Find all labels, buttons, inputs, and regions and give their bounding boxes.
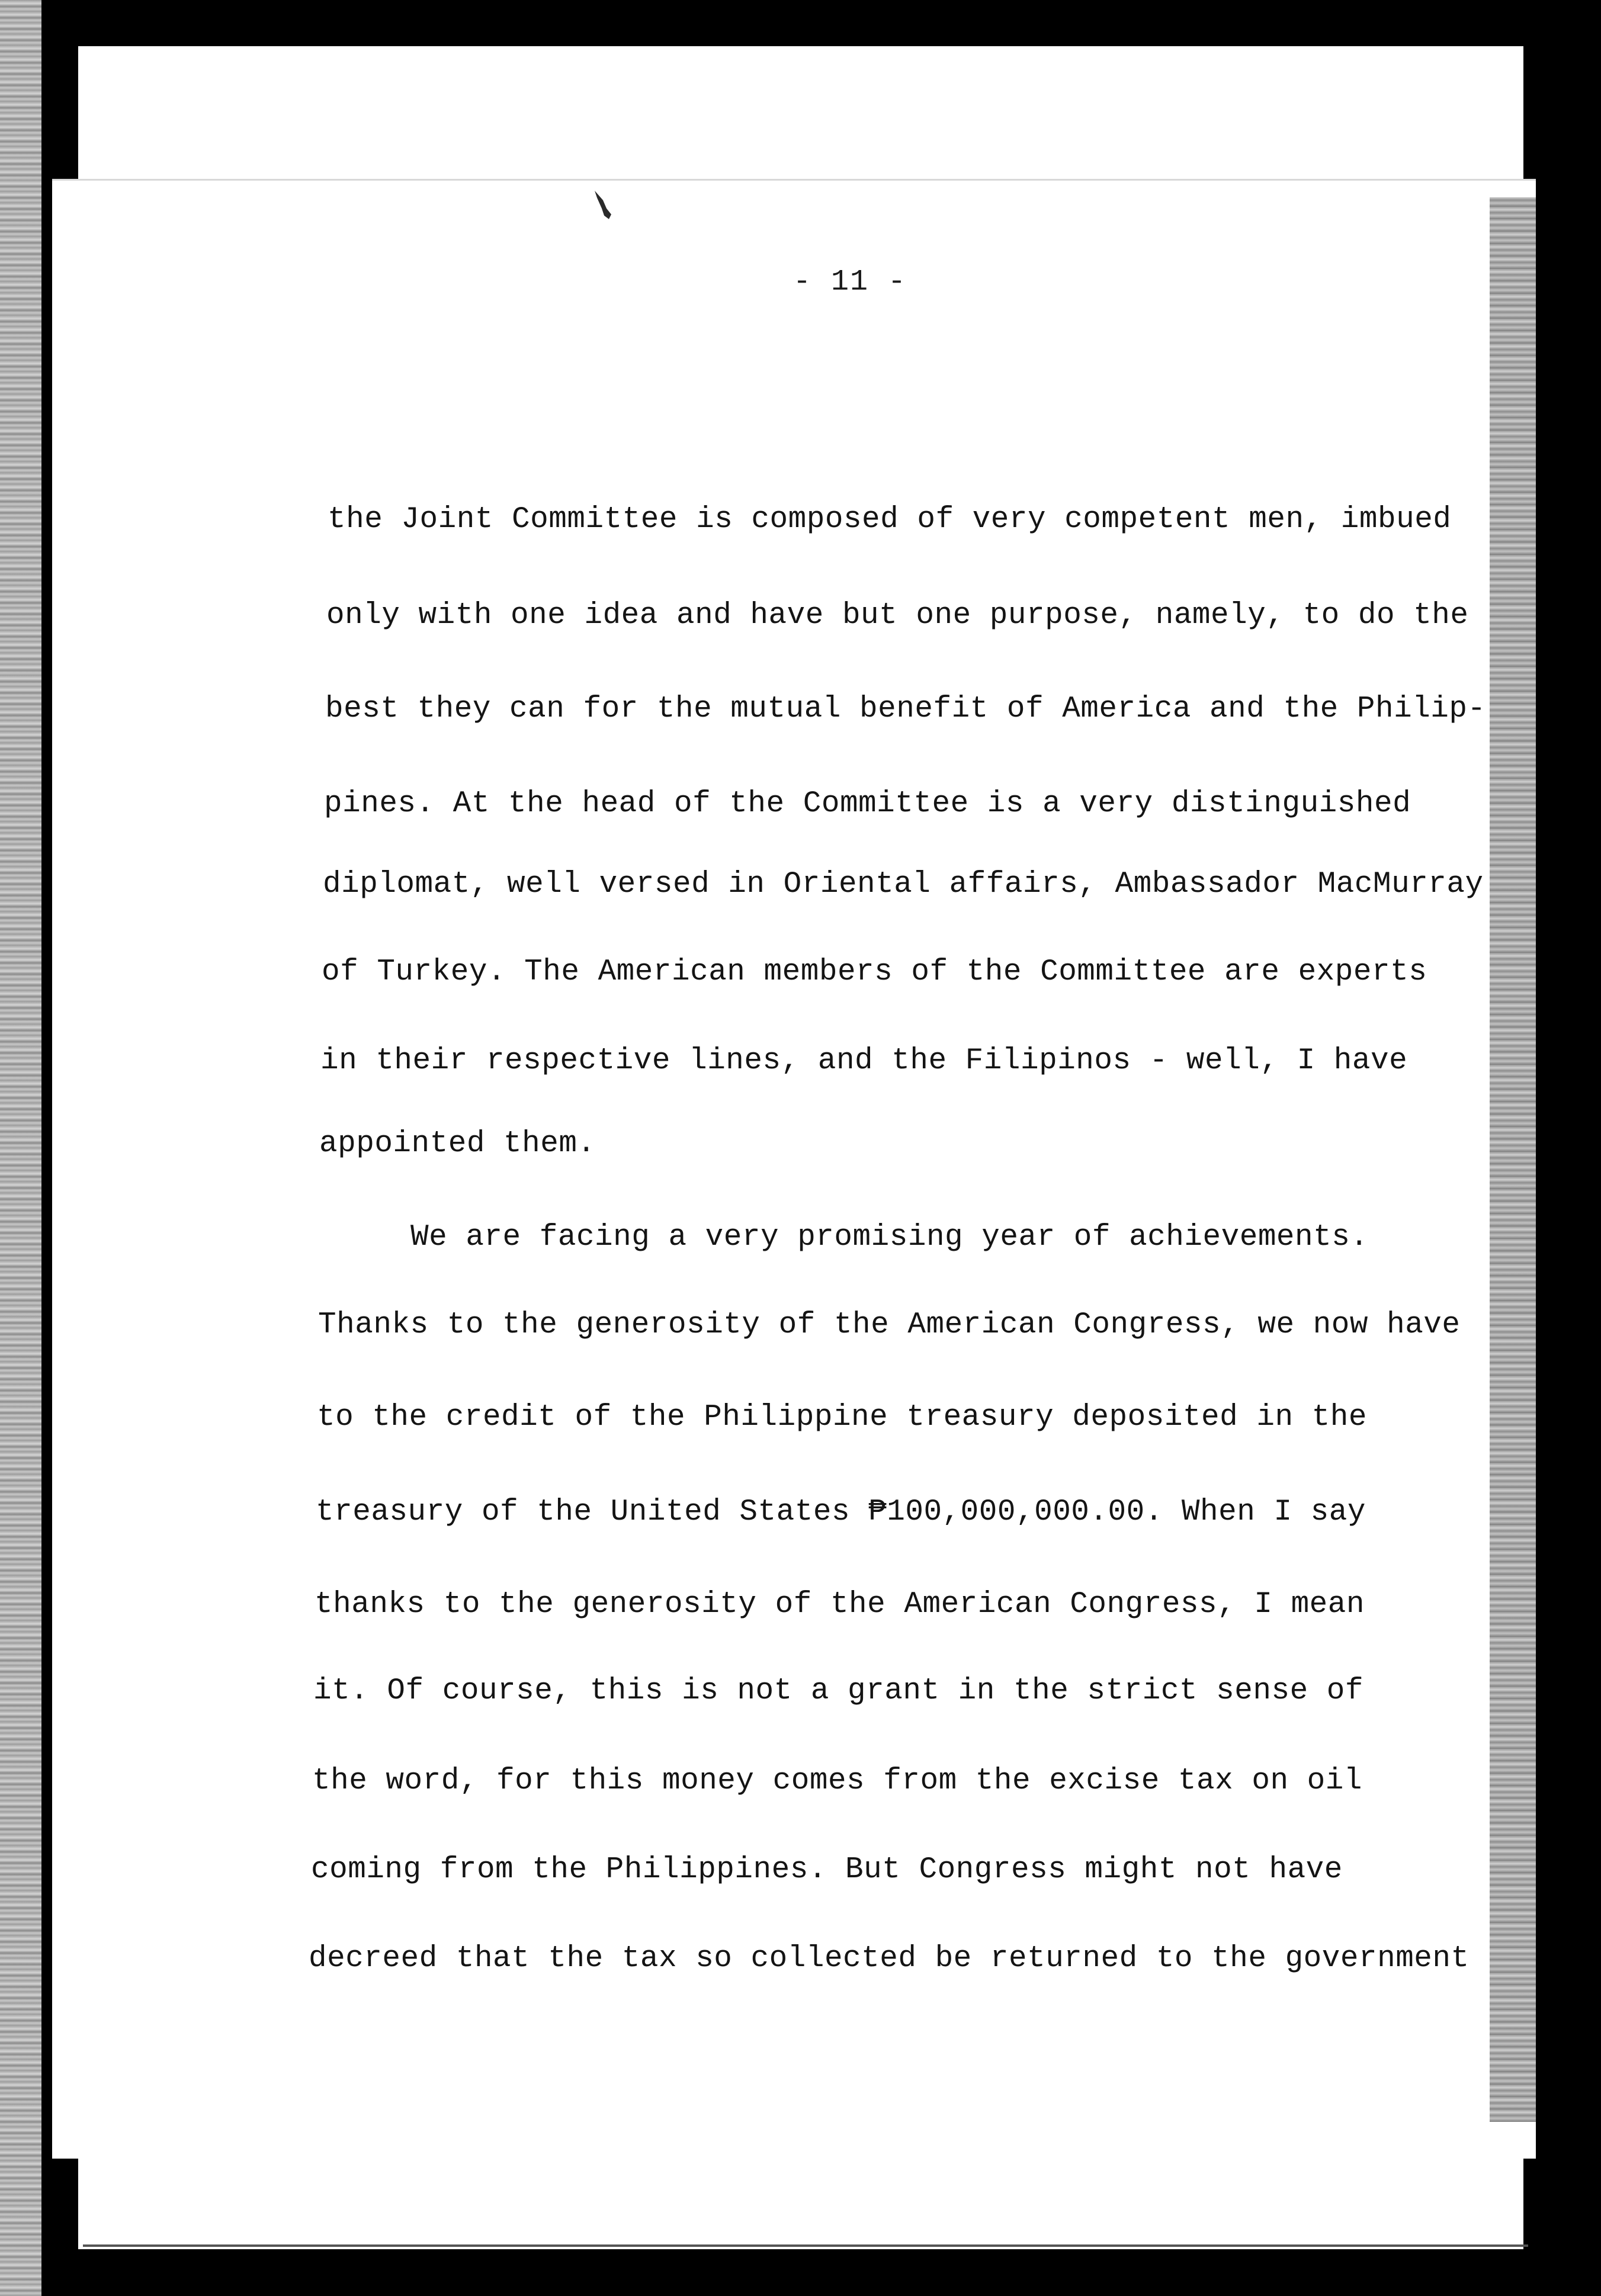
page-number: - 11 -: [793, 265, 907, 299]
text-line: best they can for the mutual benefit of America and the Philip-: [325, 692, 1486, 726]
left-page-edge: [0, 0, 41, 2296]
text-line: in their respective lines, and the Filipinos - well, I have: [320, 1044, 1408, 1078]
text-line: Thanks to the generosity of the American Congress, we now have: [318, 1308, 1461, 1342]
text-line: coming from the Philippines. But Congress might not have: [311, 1853, 1343, 1887]
ink-smudge: [593, 188, 616, 224]
text-line: of Turkey. The American members of the Committee are experts: [322, 955, 1427, 989]
text-line: only with one idea and have but one purpose, namely, to do the: [326, 599, 1469, 632]
text-line: thanks to the generosity of the American Congress, I mean: [315, 1588, 1365, 1621]
text-line: appointed them.: [319, 1127, 596, 1161]
text-line: We are facing a very promising year of achievements.: [410, 1221, 1369, 1254]
text-line: diplomat, well versed in Oriental affairs, Ambassador MacMurray: [323, 868, 1484, 901]
text-line: pines. At the head of the Committee is a very distinguished: [324, 787, 1411, 821]
right-page-edge: [1490, 197, 1536, 2122]
text-line: the Joint Committee is composed of very competent men, imbued: [328, 503, 1452, 537]
text-line: it. Of course, this is not a grant in the strict sense of: [313, 1674, 1363, 1708]
text-line: decreed that the tax so collected be returned to the government: [309, 1942, 1470, 1976]
text-line: the word, for this money comes from the excise tax on oil: [312, 1764, 1362, 1798]
bottom-edge-line: [83, 2244, 1528, 2247]
text-line: treasury of the United States ₱100,000,000.00. When I say: [316, 1495, 1366, 1529]
text-line: to the credit of the Philippine treasury deposited in the: [317, 1401, 1367, 1434]
